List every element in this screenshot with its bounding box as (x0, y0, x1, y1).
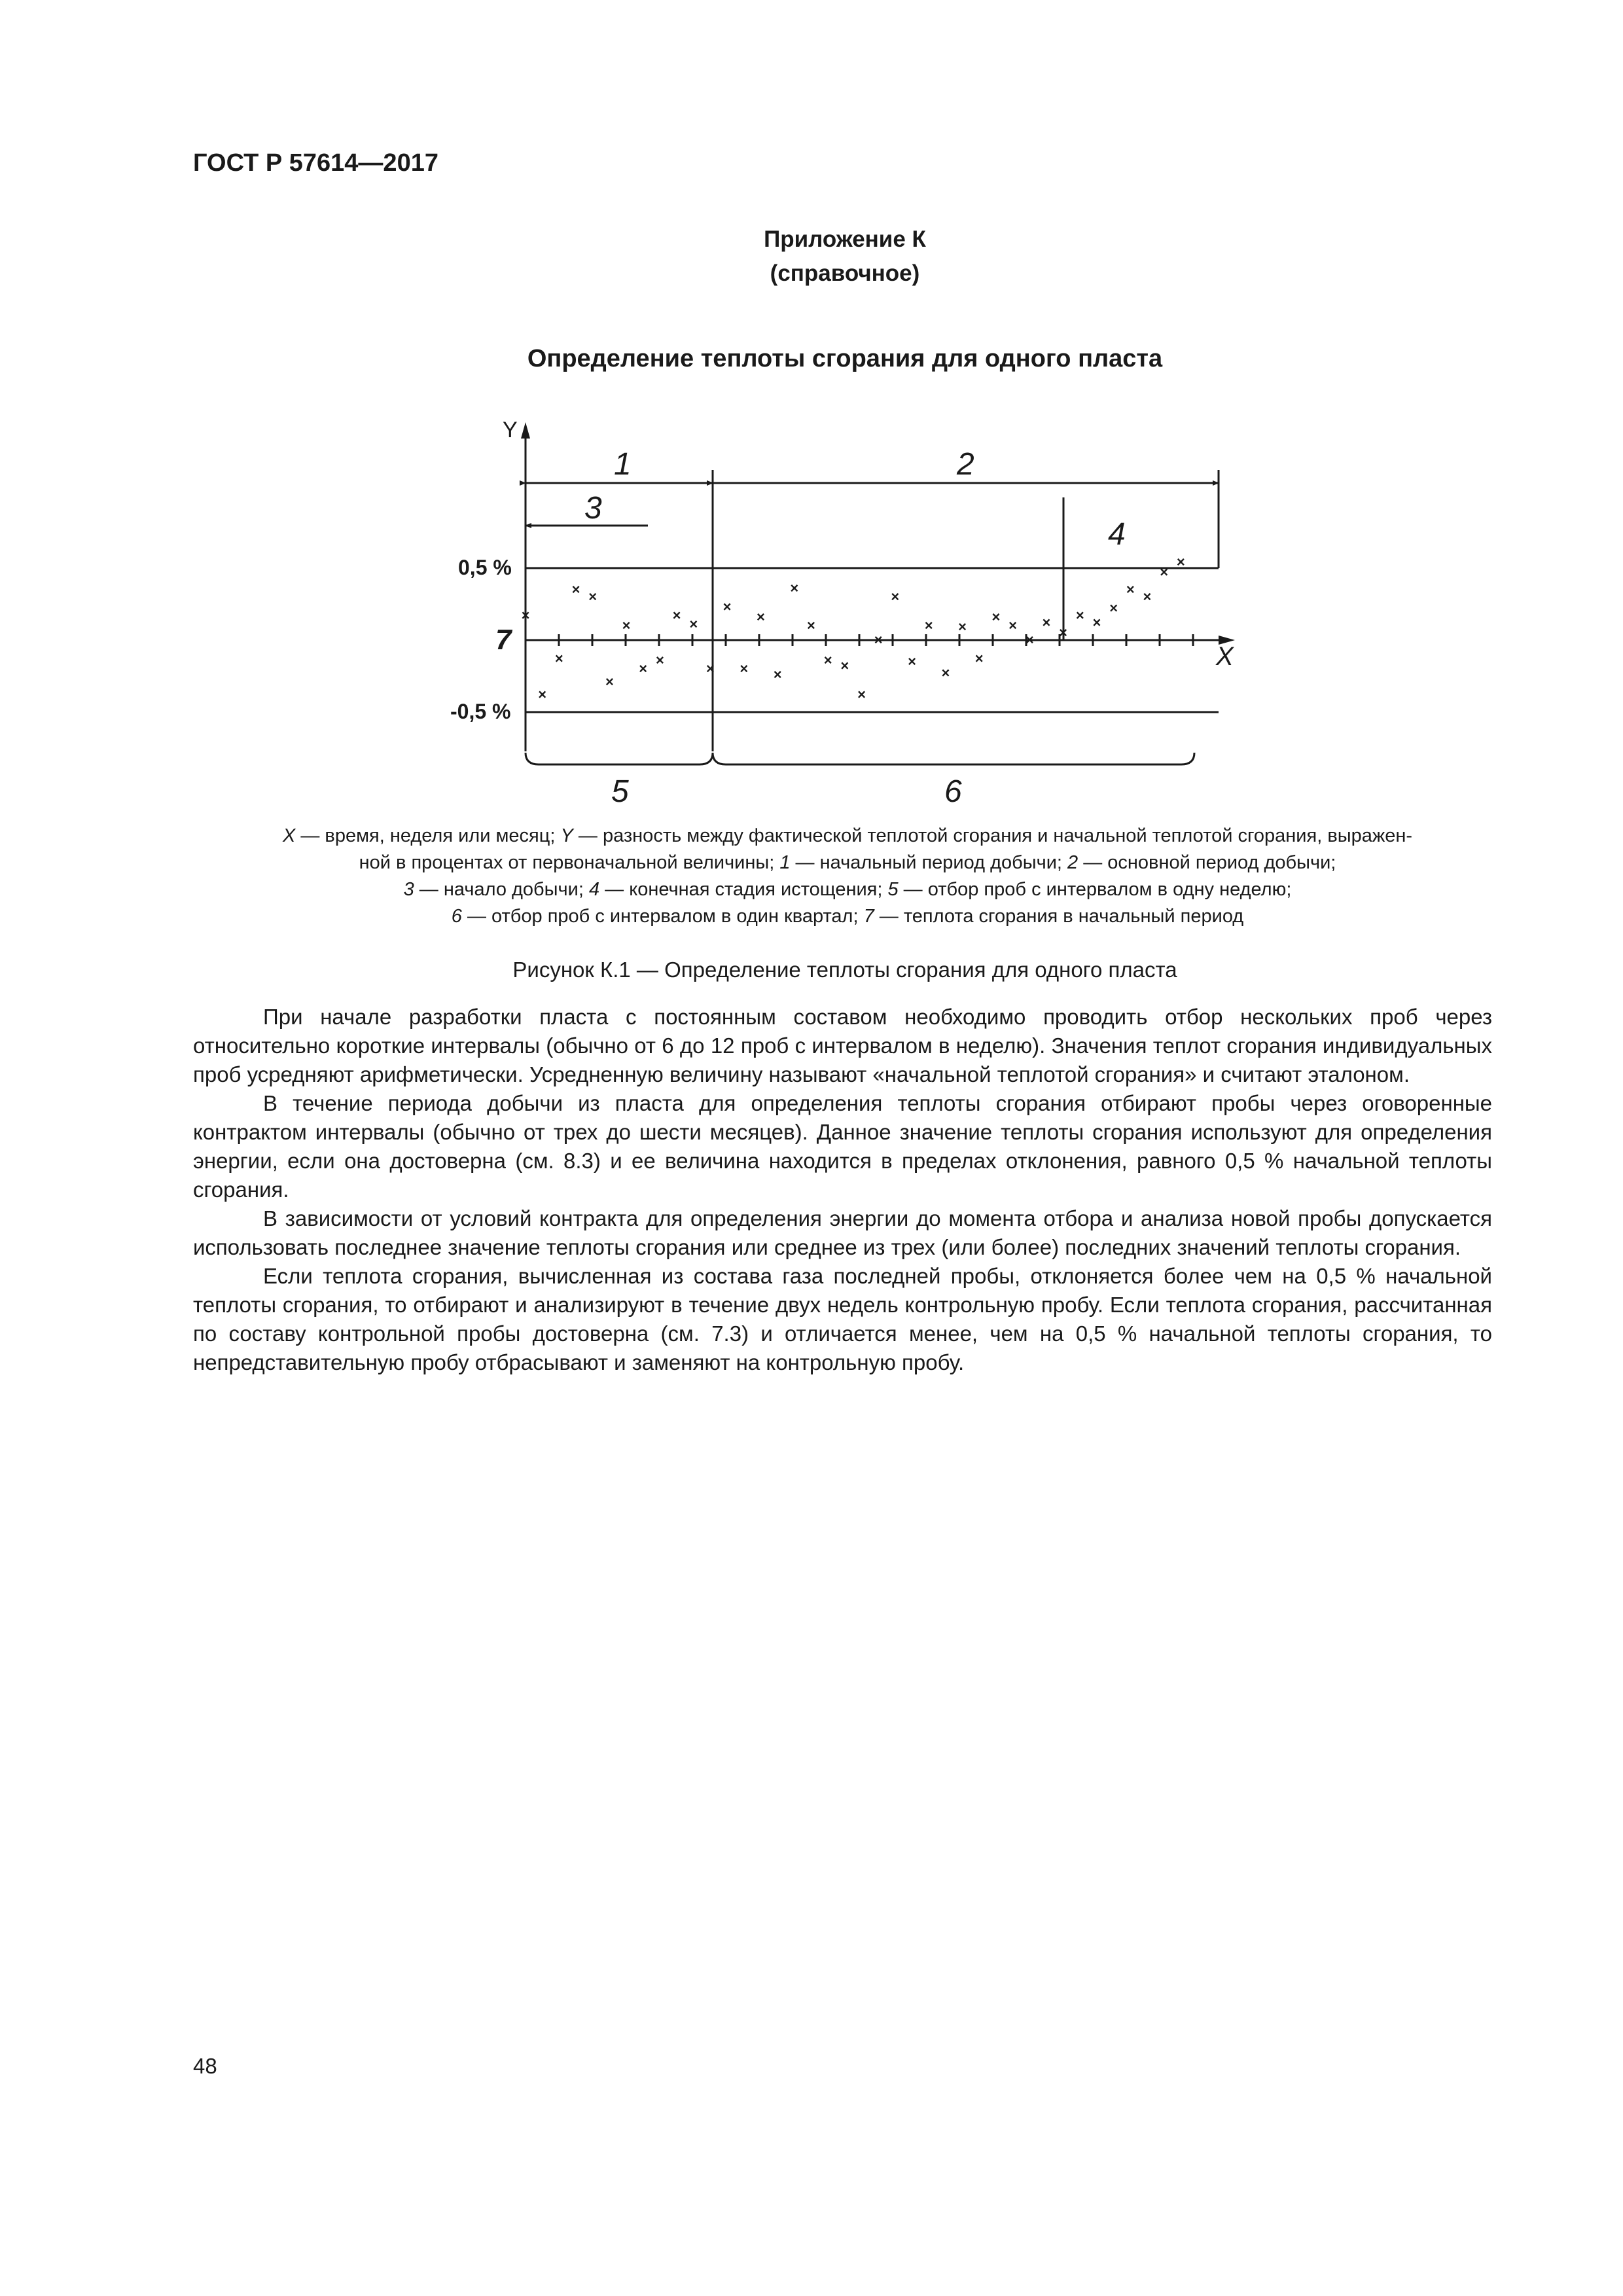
data-point: × (554, 650, 563, 667)
data-point: × (672, 607, 681, 624)
y-axis-label: Y (503, 418, 518, 442)
data-point: × (571, 581, 580, 598)
callout-5: 5 (611, 774, 629, 809)
data-point: × (1008, 617, 1018, 634)
callout-2: 2 (957, 447, 974, 482)
baseline-label: 7 (495, 624, 512, 656)
data-point: × (1126, 581, 1135, 598)
figure-caption: Рисунок К.1 — Определение теплоты сгорания для одного пласта (512, 958, 1177, 982)
data-point: × (857, 686, 866, 703)
paragraph-1: При начале разработки пласта с постоянным составом необходимо проводить отбор нескольких проб через относительно короткие интервалы (обычно от 6 до 12 проб с интервалом в неделю). Значения теплот сгорания индивидуальных проб усредняют арифметически. Усредненную величину называют «начальной теплотой сгорания» и считают эталоном. (193, 1005, 1492, 1086)
x-axis-label: X (1216, 642, 1234, 671)
data-point: × (705, 660, 715, 677)
callout-3: 3 (584, 491, 602, 526)
lower-limit-label: -0,5 % (450, 700, 511, 723)
data-point: × (1059, 624, 1068, 641)
data-point: × (924, 617, 933, 634)
data-point: × (622, 617, 631, 634)
data-point: × (1075, 607, 1084, 624)
data-point: × (908, 653, 916, 670)
upper-limit-label: 0,5 % (458, 556, 512, 579)
page-number: 48 (193, 2054, 217, 2078)
data-points (522, 554, 1185, 702)
appendix-label: Приложение К (764, 226, 926, 252)
data-point: × (639, 660, 648, 677)
data-point: × (874, 632, 883, 648)
data-point: × (1176, 554, 1185, 571)
data-point: × (974, 650, 984, 667)
document-header: ГОСТ Р 57614—2017 (193, 149, 438, 177)
data-point: × (538, 686, 547, 703)
data-point: × (1143, 588, 1152, 605)
data-point: × (689, 615, 698, 632)
data-point: × (840, 657, 849, 674)
data-point: × (941, 664, 950, 681)
data-point: × (757, 608, 765, 625)
legend-line-2: ной в процентах от первоначальной величины; 1 — начальный период добычи; 2 — основной период добычи; (359, 852, 1336, 873)
paragraph-4: Если теплота сгорания, вычисленная из состава газа последней пробы, отклоняется более чем на 0,5 % начальной теплоты сгорания, то отбирают и анализируют в течение двух недель контрольную пробу. Если теплота сгорания, рассчитанная по составу контрольной пробы достоверна (см. 7.3) и отличается менее, чем на 0,5 % начальной теплоты сгорания, то непредставительную пробу отбрасывают и заменяют на контрольную пробу. (193, 1264, 1492, 1374)
section-title: Определение теплоты сгорания для одного пласта (527, 345, 1163, 372)
paragraph-3: В зависимости от условий контракта для определения энергии до момента отбора и анализа новой пробы допускается использовать последнее значение теплоты сгорания или среднее из трех (или более) последних значений теплоты сгорания. (193, 1206, 1492, 1259)
callout-1: 1 (614, 447, 632, 482)
data-point: × (891, 588, 900, 605)
data-point: × (958, 619, 967, 636)
data-point: × (588, 588, 597, 605)
data-point: × (773, 666, 782, 683)
appendix-type: (справочное) (770, 260, 920, 286)
legend-line-3: 3 — начало добычи; 4 — конечная стадия истощения; 5 — отбор проб с интервалом в одну неделю; (403, 879, 1292, 900)
data-point: × (722, 598, 732, 615)
data-point: × (1092, 614, 1101, 631)
callout-4: 4 (1108, 517, 1126, 552)
brace-5 (526, 753, 713, 764)
y-axis-arrow (521, 422, 530, 439)
data-point: × (1025, 632, 1034, 648)
heat-of-combustion-figure (0, 0, 1623, 818)
data-point: × (521, 607, 530, 624)
data-point: × (991, 608, 1001, 625)
data-point: × (1109, 600, 1118, 617)
brace-6 (713, 753, 1194, 764)
data-point: × (823, 651, 832, 668)
data-point: × (605, 673, 614, 690)
body-text (193, 1003, 1492, 1377)
data-point: × (790, 579, 799, 596)
legend-line-1: X — время, неделя или месяц; Y — разность между фактической теплотой сгорания и начальной теплотой сгорания, выражен- (282, 825, 1413, 846)
data-point: × (655, 651, 664, 668)
data-point: × (807, 617, 815, 634)
callout-6: 6 (944, 774, 962, 809)
data-point: × (1160, 564, 1169, 581)
paragraph-2: В течение периода добычи из пласта для определения теплоты сгорания отбирают пробы через оговоренные контрактом интервалы (обычно от трех до шести месяцев). Данное значение теплоты сгорания используют для определения энергии, если она достоверна (см. 8.3) и ее величина находится в пределах отклонения, равного 0,5 % начальной теплоты сгорания. (193, 1091, 1492, 1202)
data-point: × (740, 660, 749, 677)
figure-legend (190, 823, 1505, 930)
data-point: × (1042, 614, 1051, 631)
legend-line-4: 6 — отбор проб с интервалом в один квартал; 7 — теплота сгорания в начальный период (451, 906, 1244, 927)
